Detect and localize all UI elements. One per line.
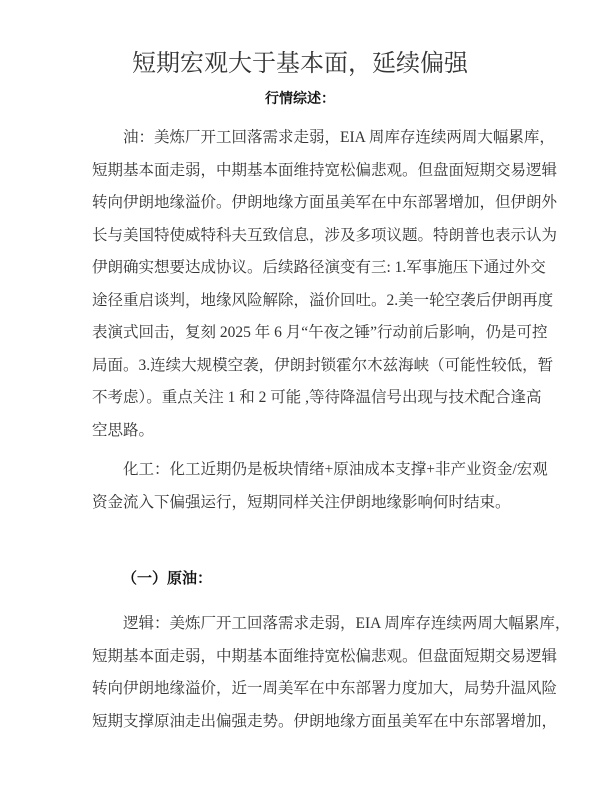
text-line: 局面。3.连续大规模空袭，伊朗封锁霍尔木兹海峡（可能性较低，暂 [92,356,554,374]
text-line: 化工：化工近期仍是板块情绪+原油成本支撑+非产业资金/宏观 [92,461,548,478]
text-line: 转向伊朗地缘溢价。伊朗地缘方面虽美军在中东部署增加，但伊朗外 [92,194,558,211]
text-line: 空思路。 [92,421,155,439]
text-line: 油：美炼厂开工回落需求走弱，EIA 周库存连续两周大幅累库， [92,129,555,146]
text-line: 资金流入下偏强运行，短期同样关注伊朗地缘影响何时结束。 [92,493,511,511]
text-line: 逻辑：美炼厂开工回落需求走弱，EIA 周库存连续两周大幅累库， [92,615,571,632]
text-line: 途径重启谈判，地缘风险解除，溢价回吐。2.美一轮空袭后伊朗再度 [92,291,554,309]
crude-oil-logic-paragraph [92,612,571,742]
text-line: 表演式回击，复刻 2025 年 6 月“午夜之锤”行动前后影响，仍是可控 [92,324,548,341]
text-line: 长与美国特使威特科夫互致信息，涉及多项议题。特朗普也表示认为 [92,226,558,244]
text-line: 转向伊朗地缘溢价，近一周美军在中东部署力度加大，局势升温风险 [92,680,558,697]
market-overview-heading: 行情综述： [265,92,335,107]
text-line: 不考虑）。重点关注 1 和 2 可能 ,等待降温信号出现与技术配合逢高 [92,389,542,406]
document-title: 短期宏观大于基本面，延续偏强 [132,51,468,77]
chemical-paragraph [92,458,548,523]
text-line: 短期基本面走弱，中期基本面维持宽松偏悲观。但盘面短期交易逻辑 [92,647,558,665]
text-line: 短期支撑原油走出偏强走势。伊朗地缘方面虽美军在中东部署增加， [92,712,558,730]
text-line: 短期基本面走弱，中期基本面维持宽松偏悲观。但盘面短期交易逻辑 [92,161,558,179]
crude-oil-section-heading: （一）原油： [122,571,213,587]
text-line: 伊朗确实想要达成协议。后续路径演变有三: 1.军事施压下通过外交 [92,259,546,276]
oil-paragraph [92,126,558,451]
